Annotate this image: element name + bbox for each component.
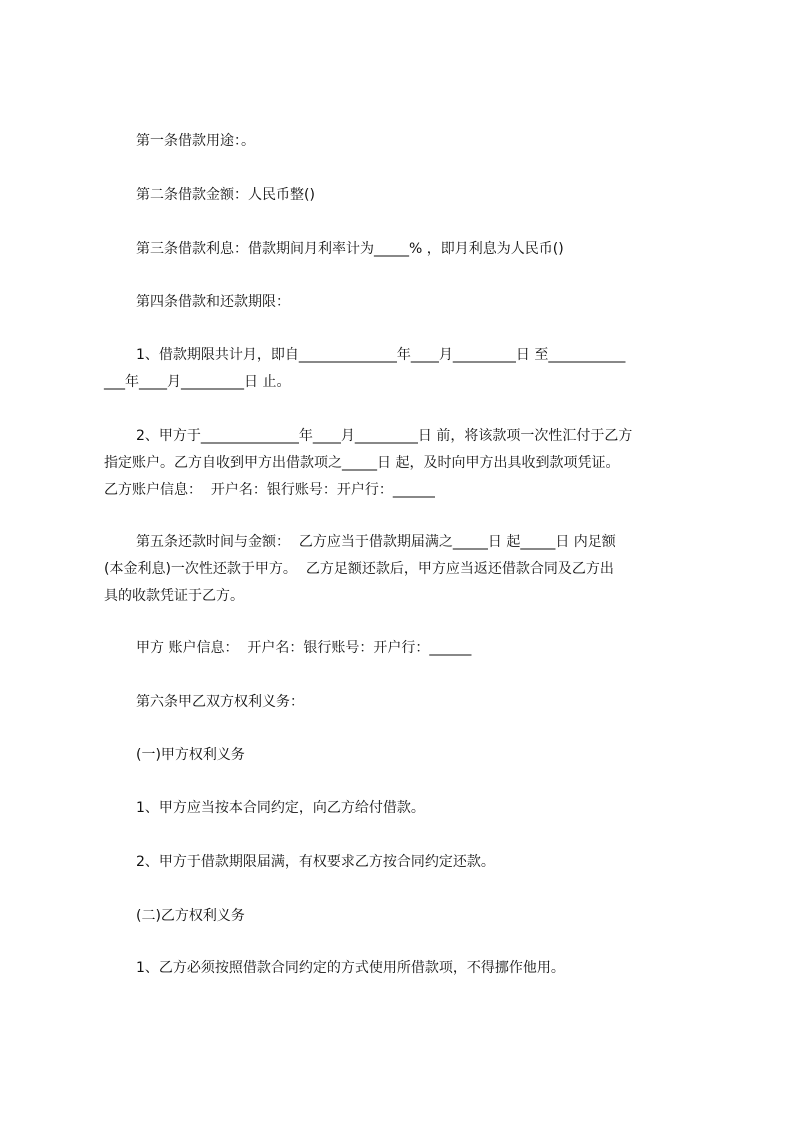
party-a-account-info: 甲方 账户信息： 开户名：银行账号：开户行：______ (136, 640, 472, 656)
article-4-heading: 第四条借款和还款期限： (136, 294, 290, 310)
article-4-item-1-line-2: ___年____月_________日 止。 (104, 374, 291, 390)
article-2-loan-amount: 第二条借款金额：人民币整() (136, 187, 315, 203)
article-5-line-1: 第五条还款时间与金额： 乙方应当于借款期届满之_____日 起_____日 内足额 (136, 534, 616, 550)
party-b-account-info: 乙方账户信息： 开户名：银行账号：开户行：______ (104, 482, 435, 498)
article-4-item-1-line-1: 1、借款期限共计月，即自______________年____月_________日 至___________ (136, 347, 626, 363)
section-2-item-1: 1、乙方必须按照借款合同约定的方式使用所借款项，不得挪作他用。 (136, 960, 565, 976)
article-4-item-2-line-1: 2、甲方于______________年____月_________日 前，将该款项一次性汇付于乙方 (136, 428, 633, 444)
section-1-item-2: 2、甲方于借款期限届满，有权要求乙方按合同约定还款。 (136, 854, 495, 870)
section-1-heading: (一)甲方权利义务 (136, 747, 245, 763)
article-6-heading: 第六条甲乙双方权利义务： (136, 694, 304, 710)
article-1-loan-purpose: 第一条借款用途：。 (136, 133, 255, 149)
article-3-loan-interest: 第三条借款利息：借款期间月利率计为_____% ，即月利息为人民币() (136, 241, 564, 257)
section-1-item-1: 1、甲方应当按本合同约定，向乙方给付借款。 (136, 800, 425, 816)
article-4-item-2-line-2: 指定账户。乙方自收到甲方出借款项之_____日 起，及时向甲方出具收到款项凭证。 (104, 455, 620, 471)
article-5-line-2: (本金利息)一次性还款于甲方。 乙方足额还款后，甲方应当返还借款合同及乙方出 (104, 561, 614, 577)
article-5-line-3: 具的收款凭证于乙方。 (104, 588, 244, 604)
section-2-heading: (二)乙方权利义务 (136, 908, 245, 924)
